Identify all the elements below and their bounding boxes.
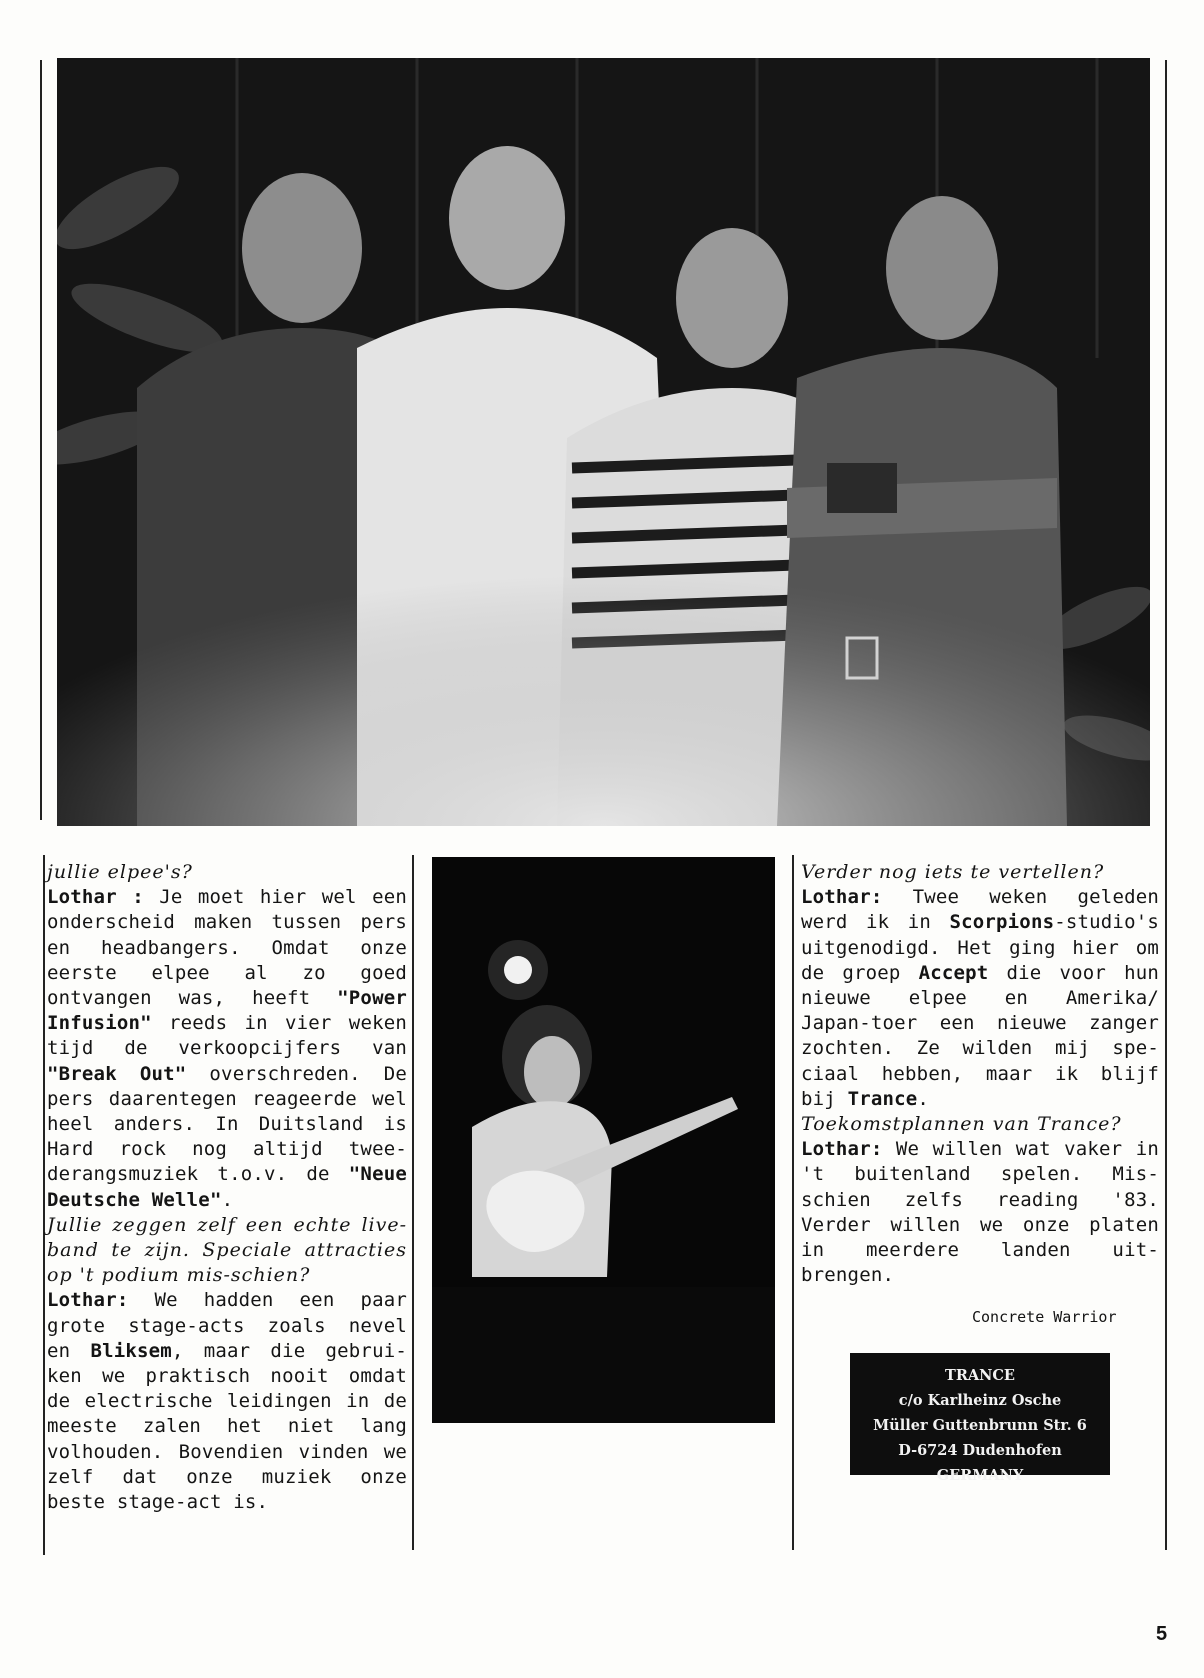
- bold-term: Bliksem: [90, 1339, 172, 1362]
- author-credit: Concrete Warrior: [972, 1308, 1117, 1326]
- guitarist-art: [432, 857, 775, 1423]
- speaker-name: Lothar :: [47, 886, 144, 909]
- address-line: c/o Karlheinz Osche: [898, 1392, 1062, 1409]
- answer-text: Je moet hier wel een onderscheid maken tussen pers en headbangers. Omdat onze eerste elpee al zo goed ontvangen was, heeft: [47, 886, 407, 1010]
- interview-question: Jullie zeggen zelf een echte live-band te zijn. Speciale attracties op 't podium mis-schien?: [47, 1213, 407, 1287]
- interview-question: Toekomstplannen van Trance?: [801, 1113, 1122, 1136]
- answer-text: .: [917, 1087, 930, 1110]
- address-line: TRANCE: [945, 1367, 1015, 1384]
- bold-term: Accept: [918, 961, 989, 984]
- answer-text: die voor hun nieuwe elpee en Amerika/ Japan-toer een nieuwe zanger zochten. Ze wilden mij spe-ciaal hebben, maar ik blijf bij: [801, 961, 1159, 1110]
- answer-text: We hadden een paar grote stage-acts zoals nevel en: [47, 1289, 407, 1362]
- answer-text: Twee weken geleden werd ik in: [801, 886, 1159, 934]
- left-rule-top: [40, 60, 42, 820]
- interview-answer: [47, 885, 407, 1213]
- interview-answer: [801, 1137, 1159, 1288]
- article-column-1: [47, 860, 407, 1515]
- answer-text: reeds in vier weken tijd de verkoopcijfers van: [47, 1012, 407, 1060]
- address-box: [850, 1353, 1110, 1484]
- col3-left-rule: [792, 855, 794, 1550]
- article-column-3: [801, 860, 1159, 1288]
- interview-question: jullie elpee's?: [47, 861, 193, 883]
- bold-term: "Power Infusion": [47, 987, 407, 1035]
- answer-text: overschreden. De pers daarentegen reageerde wel heel anders. In Duitsland is Hard rock nog altijd twee-derangsmuziek t.o.v. de: [47, 1062, 407, 1186]
- speaker-name: Lothar:: [801, 1138, 883, 1161]
- left-rule-text: [43, 855, 45, 1555]
- answer-text: -studio's uitgenodigd. Het ging hier om de groep: [801, 911, 1159, 984]
- address-line: D-6724 Dudenhofen: [898, 1442, 1062, 1459]
- interview-answer: [801, 885, 1159, 1112]
- page-number: 5: [1156, 1623, 1168, 1645]
- col1-right-rule: [412, 855, 414, 1550]
- interview-answer: [47, 1288, 407, 1515]
- answer-text: , maar die gebrui-ken we praktisch nooit omdat de electrische leidingen in de meeste zalen het niet lang volhouden. Bovendien vinden we zelf dat onze muziek onze beste stage-act is.: [47, 1339, 407, 1514]
- interview-question: Verder nog iets te vertellen?: [801, 861, 1105, 883]
- live-concert-photo: [432, 857, 775, 1423]
- bold-term: "Break Out": [47, 1062, 187, 1085]
- speaker-name: Lothar:: [801, 886, 883, 909]
- address-line: Müller Guttenbrunn Str. 6: [873, 1417, 1087, 1434]
- band-photo: [57, 58, 1150, 826]
- address-line: GERMANY: [936, 1467, 1024, 1484]
- answer-text: .: [221, 1188, 234, 1211]
- bold-term: Scorpions: [949, 911, 1055, 934]
- answer-text: We willen wat vaker in 't buitenland spelen. Mis-schien zelfs reading '83. Verder willen we onze platen in meerdere landen uit-brengen.: [801, 1138, 1159, 1287]
- band-photo-art: [57, 58, 1150, 826]
- right-rule-top: [1165, 60, 1167, 1550]
- bold-term: "Neue Deutsche Welle": [47, 1163, 407, 1211]
- bold-term: Trance: [847, 1087, 918, 1110]
- speaker-name: Lothar:: [47, 1289, 129, 1312]
